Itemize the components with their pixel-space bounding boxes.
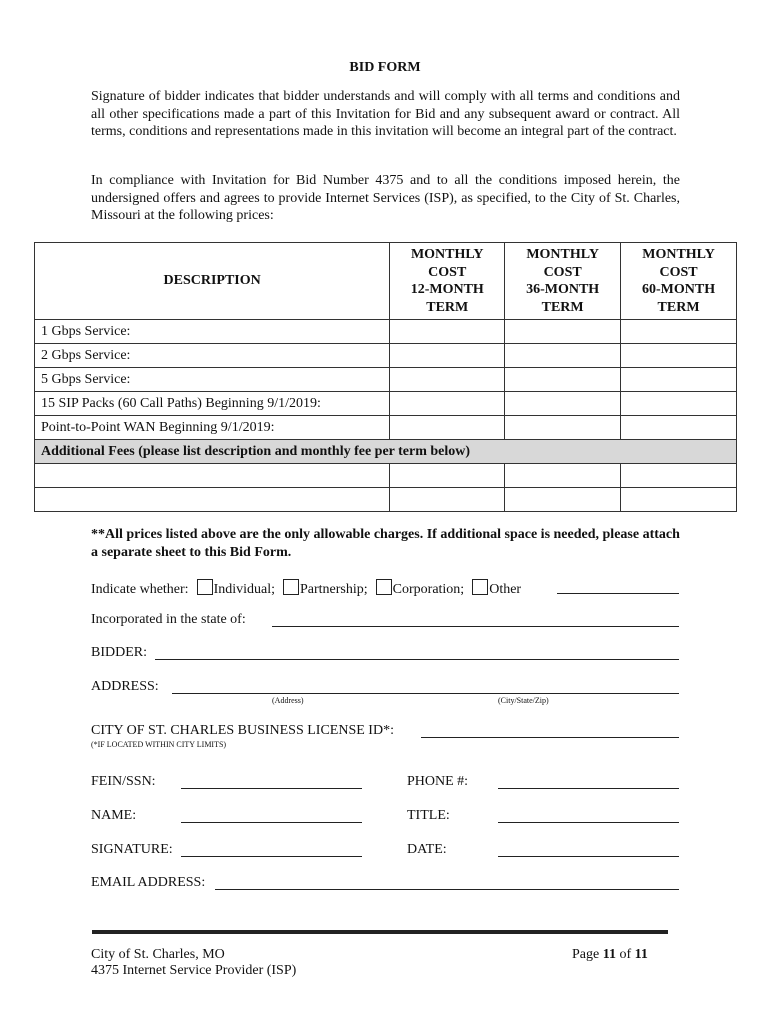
- price-cell[interactable]: [505, 368, 621, 392]
- price-cell[interactable]: [505, 392, 621, 416]
- header-12-month: MONTHLY COST 12-MONTH TERM: [390, 243, 505, 320]
- row-label: 5 Gbps Service:: [35, 368, 390, 392]
- row-label: 1 Gbps Service:: [35, 320, 390, 344]
- footer-doc: 4375 Internet Service Provider (ISP): [91, 963, 297, 978]
- table-row: [35, 344, 737, 368]
- price-cell[interactable]: [390, 392, 505, 416]
- price-cell[interactable]: [505, 488, 621, 512]
- address-label: ADDRESS:: [91, 679, 159, 694]
- price-cell[interactable]: [390, 320, 505, 344]
- table-header-row: [35, 243, 737, 320]
- header-36-month: MONTHLY COST 36-MONTH TERM: [505, 243, 621, 320]
- phone-field[interactable]: [498, 788, 679, 789]
- table-row: [35, 320, 737, 344]
- row-label: 2 Gbps Service:: [35, 344, 390, 368]
- pricing-note: **All prices listed above are the only allowable charges. If additional space is needed, please attach a separate sheet to this Bid Form.: [91, 527, 680, 560]
- table-row: [35, 368, 737, 392]
- table-row: [35, 416, 737, 440]
- price-cell[interactable]: [621, 488, 737, 512]
- title-label: TITLE:: [407, 808, 450, 823]
- fein-label: FEIN/SSN:: [91, 774, 156, 789]
- city-state-zip-sublabel: (City/State/Zip): [498, 696, 549, 705]
- header-60-month: MONTHLY COST 60-MONTH TERM: [621, 243, 737, 320]
- corporation-label: Corporation;: [392, 582, 465, 597]
- table-row: [35, 488, 737, 512]
- other-label: Other: [489, 582, 522, 597]
- other-checkbox[interactable]: [472, 579, 488, 595]
- date-field[interactable]: [498, 856, 679, 857]
- indicate-label: Indicate whether:: [91, 582, 189, 597]
- partnership-label: Partnership;: [300, 582, 368, 597]
- price-cell[interactable]: [390, 344, 505, 368]
- price-cell[interactable]: [621, 464, 737, 488]
- price-cell[interactable]: [390, 464, 505, 488]
- price-cell[interactable]: [505, 416, 621, 440]
- pricing-table: [34, 242, 737, 512]
- price-cell[interactable]: [505, 464, 621, 488]
- bidder-field[interactable]: [155, 659, 679, 660]
- license-sublabel: (*IF LOCATED WITHIN CITY LIMITS): [91, 740, 227, 749]
- price-cell[interactable]: [621, 320, 737, 344]
- phone-label: PHONE #:: [407, 774, 469, 789]
- price-cell[interactable]: [621, 392, 737, 416]
- footer-left: [91, 947, 296, 979]
- license-field[interactable]: [421, 737, 679, 738]
- other-field[interactable]: [557, 593, 679, 594]
- individual-label: Individual;: [213, 582, 275, 597]
- individual-checkbox[interactable]: [197, 579, 213, 595]
- table-row: [35, 392, 737, 416]
- entity-type-row: [91, 579, 521, 598]
- row-label: 15 SIP Packs (60 Call Paths) Beginning 9/1/2019:: [35, 392, 390, 416]
- table-row: [35, 464, 737, 488]
- page-number: Page 11 of 11: [572, 947, 648, 962]
- page-title: BID FORM: [349, 60, 421, 75]
- footer-org: City of St. Charles, MO: [91, 947, 225, 962]
- price-cell[interactable]: [621, 416, 737, 440]
- email-field[interactable]: [215, 889, 679, 890]
- address-field[interactable]: [172, 693, 679, 694]
- name-field[interactable]: [181, 822, 362, 823]
- row-label: Point-to-Point WAN Beginning 9/1/2019:: [35, 416, 390, 440]
- price-cell[interactable]: [505, 320, 621, 344]
- signature-field[interactable]: [181, 856, 362, 857]
- corporation-checkbox[interactable]: [376, 579, 392, 595]
- incorporated-label: Incorporated in the state of:: [91, 612, 246, 627]
- fee-description-cell[interactable]: [35, 488, 390, 512]
- fein-field[interactable]: [181, 788, 362, 789]
- date-label: DATE:: [407, 842, 447, 857]
- address-sublabel: (Address): [272, 696, 304, 705]
- signature-label: SIGNATURE:: [91, 842, 173, 857]
- bidder-label: BIDDER:: [91, 645, 147, 660]
- fee-description-cell[interactable]: [35, 464, 390, 488]
- price-cell[interactable]: [621, 368, 737, 392]
- partnership-checkbox[interactable]: [283, 579, 299, 595]
- additional-fees-header: Additional Fees (please list description and monthly fee per term below): [35, 440, 737, 464]
- email-label: EMAIL ADDRESS:: [91, 875, 206, 890]
- incorporated-field[interactable]: [272, 626, 679, 627]
- footer-divider: [92, 930, 668, 934]
- title-field[interactable]: [498, 822, 679, 823]
- license-label: CITY OF ST. CHARLES BUSINESS LICENSE ID*:: [91, 723, 394, 738]
- name-label: NAME:: [91, 808, 137, 823]
- price-cell[interactable]: [621, 344, 737, 368]
- price-cell[interactable]: [505, 344, 621, 368]
- intro-paragraph: Signature of bidder indicates that bidder understands and will comply with all terms and conditions and all other specifications made a part of this Invitation for Bid and any subsequent award or contract. All terms, conditions and representations made in this invitation will become an integral part of the contract.: [91, 89, 680, 139]
- price-cell[interactable]: [390, 416, 505, 440]
- additional-fees-header-row: [35, 440, 737, 464]
- compliance-paragraph: In compliance with Invitation for Bid Number 4375 and to all the conditions imposed herein, the undersigned offers and agrees to provide Internet Services (ISP), as specified, to the City of St. Charles, Missouri at the following prices:: [91, 173, 680, 223]
- price-cell[interactable]: [390, 488, 505, 512]
- price-cell[interactable]: [390, 368, 505, 392]
- header-description: DESCRIPTION: [35, 243, 390, 320]
